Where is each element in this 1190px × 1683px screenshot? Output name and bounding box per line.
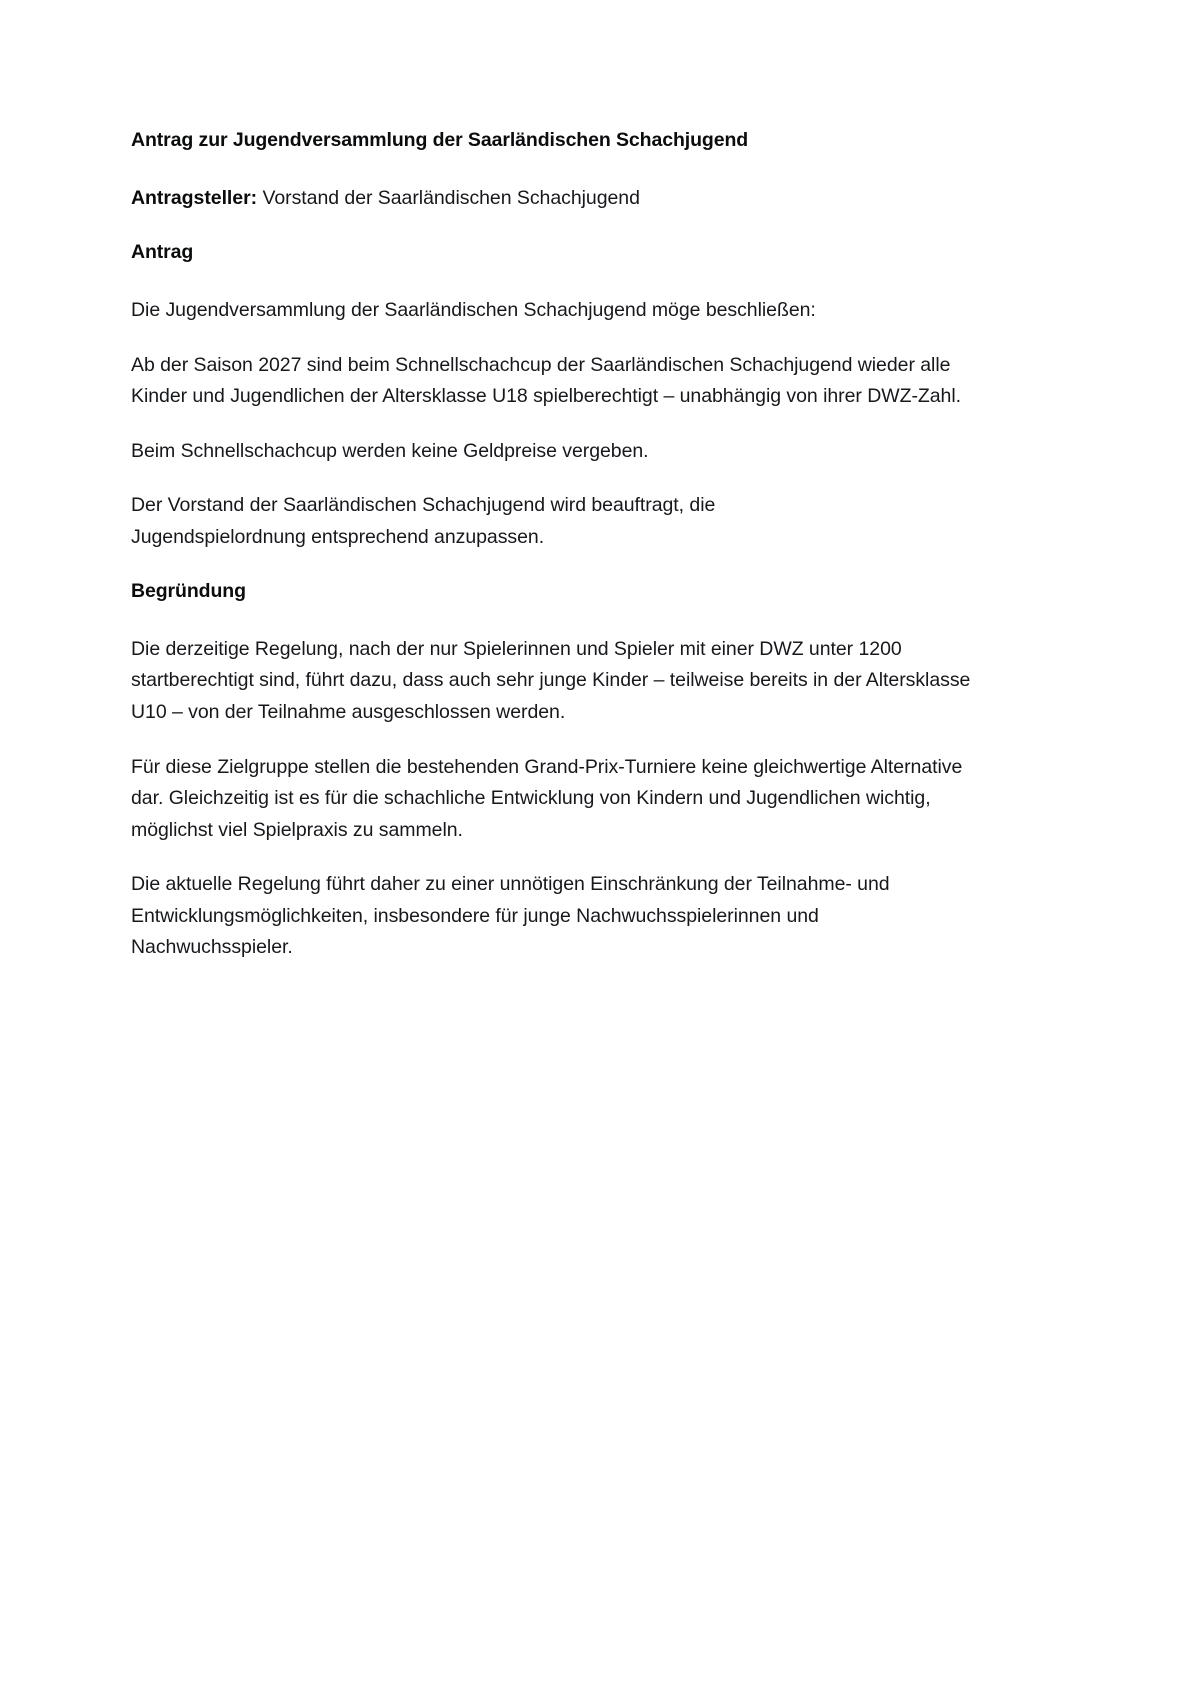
applicant-line xyxy=(131,183,971,215)
section-heading-begruendung: Begründung xyxy=(131,579,246,602)
applicant-value: Vorstand der Saarländischen Schachjugend xyxy=(257,187,640,210)
section-heading-antrag: Antrag xyxy=(131,240,194,263)
page-title: Antrag zur Jugendversammlung der Saarländischen Schachjugend xyxy=(131,129,749,151)
paragraph: Die Jugendversammlung der Saarländischen Schachjugend möge beschließen: xyxy=(131,299,816,322)
document-body xyxy=(131,126,971,964)
paragraph: Ab der Saison 2027 sind beim Schnellschachcup der Saarländischen Schachjugend wieder alle Kinder und Jugendlichen der Altersklasse U18 spielberechtigt – unabhängig von ihrer DWZ-Zahl. xyxy=(131,353,961,408)
paragraph: Für diese Zielgruppe stellen die bestehenden Grand-Prix-Turniere keine gleichwertige Alternative dar. Gleichzeitig ist es für die schachliche Entwicklung von Kindern und Jugendlichen wichtig, möglichst viel Spielpraxis zu sammeln. xyxy=(131,755,963,841)
paragraph: Der Vorstand der Saarländischen Schachjugend wird beauftragt, die Jugendspielordnung entsprechend anzupassen. xyxy=(131,494,716,548)
paragraph: Die aktuelle Regelung führt daher zu einer unnötigen Einschränkung der Teilnahme- und Entwicklungsmöglichkeiten, insbesondere für junge Nachwuchsspielerinnen und Nachwuchsspieler. xyxy=(131,873,890,959)
paragraph: Beim Schnellschachcup werden keine Geldpreise vergeben. xyxy=(131,439,649,462)
paragraph: Die derzeitige Regelung, nach der nur Spielerinnen und Spieler mit einer DWZ unter 1200 startberechtigt sind, führt dazu, dass auch sehr junge Kinder – teilweise bereits in der Altersklasse U10 – von der Teilnahme ausgeschlossen werden. xyxy=(131,637,971,723)
applicant-label: Antragsteller: xyxy=(131,187,258,210)
